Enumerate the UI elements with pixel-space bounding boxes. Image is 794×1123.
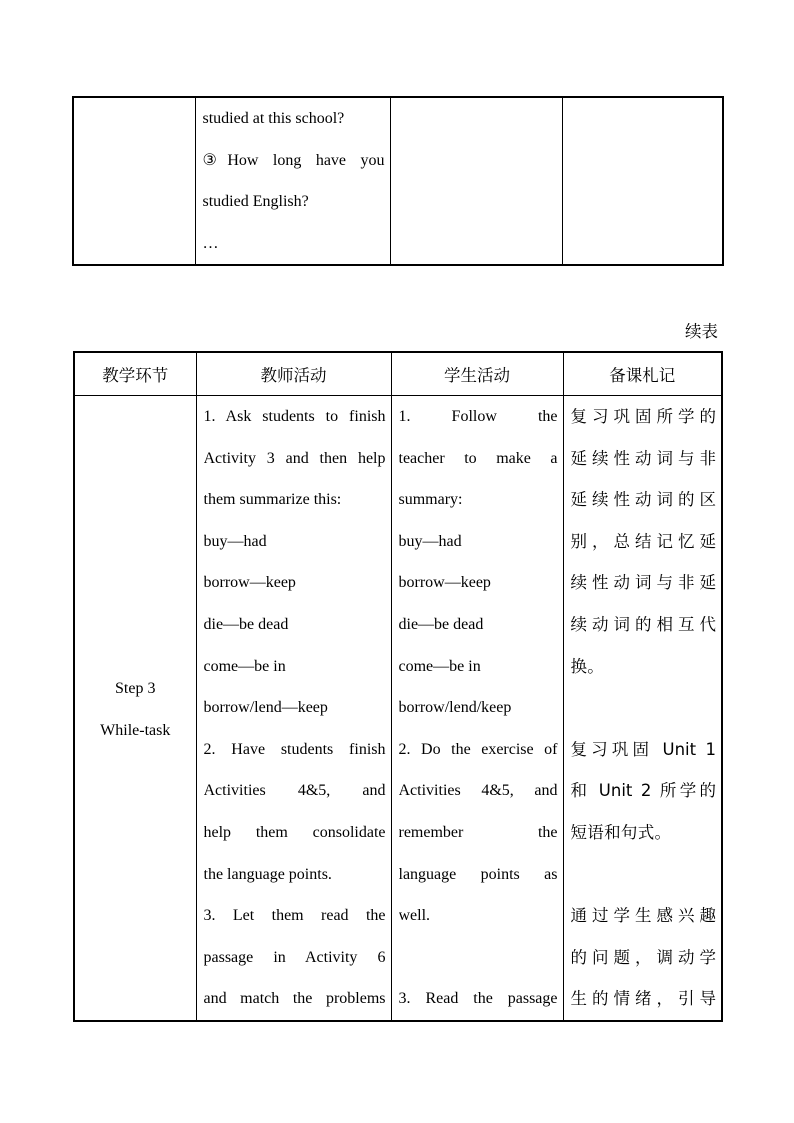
teacher-line: studied at this school? [202,110,345,127]
student-line: borrow—keep [398,574,491,592]
teacher-line: 3. Let them read the [203,907,386,925]
teacher-line: studied English? [202,193,309,211]
student-activity-cell [391,396,563,1021]
student-line: come—be in [398,657,481,675]
note-line: 和 Unit 2 所学的 [570,781,716,801]
table-header-row [74,352,722,396]
student-line: summary: [398,491,463,509]
teacher-line: … [202,234,219,252]
teacher-line: Activities 4&5, and [203,782,386,800]
teacher-line: buy—had [203,532,267,550]
teacher-line: the language points. [203,865,332,883]
teacher-activity-cell [196,396,391,1021]
student-line: borrow/lend/keep [398,699,512,717]
notes-cell [563,396,722,1021]
student-line: 3. Read the passage [398,990,558,1008]
student-line: die—be dead [398,615,484,633]
note-line: 复习巩固所学的 [570,407,716,426]
student-line: remember the [398,823,558,841]
teacher-line: Activity 3 and then help [203,449,386,467]
teacher-line: them summarize this: [203,491,342,509]
student-line: teacher to make a [398,449,558,467]
continued-label: 续表 [685,322,718,341]
note-line: 延续性动词与非 [570,448,716,468]
header-stage: 教学环节 [74,352,196,396]
header-teacher-activity: 教师活动 [196,352,391,396]
note-line: 复习巩固 Unit 1 [570,739,716,759]
note-line: 续动词的相互代 [570,614,716,634]
note-line: 通过学生感兴趣 [570,906,716,926]
student-line: language points as [398,865,558,883]
note-line: 短语和句式。 [570,822,672,842]
student-line: well. [398,907,431,925]
stage-cell [73,97,195,265]
step-name: While-task [100,721,171,739]
header-notes: 备课札记 [563,352,722,396]
teacher-line: help them consolidate [203,823,386,841]
student-line [399,937,558,979]
header-student-activity: 学生活动 [391,352,563,396]
student-activity-cell [390,97,562,265]
step-number: Step 3 [115,680,156,697]
note-line: 的问题，调动学 [570,947,716,967]
note-line [571,687,717,729]
teacher-activity-cell [195,97,390,265]
teacher-line: 2. Have students finish [203,740,386,758]
teacher-line: and match the problems [203,990,386,1008]
note-line: 延续性动词的区 [570,490,716,510]
note-line: 换。 [570,656,605,676]
lesson-plan-table [73,351,723,1022]
teacher-line: die—be dead [203,615,289,633]
continued-lesson-table-top [72,96,724,266]
notes-cell [562,97,723,265]
stage-cell [74,396,196,1021]
note-line [571,854,717,896]
teacher-line: 1. Ask students to finish [203,408,386,425]
note-line: 别，总结记忆延 [570,531,716,551]
teacher-line: borrow/lend—keep [203,699,328,717]
student-line: 2. Do the exercise of [398,740,558,758]
note-line: 生的情绪，引导 [570,989,716,1009]
student-line: Activities 4&5, and [398,782,558,800]
table-row [74,396,722,1021]
student-line: 1. Follow the [398,408,558,425]
teacher-line: borrow—keep [203,574,296,592]
teacher-line: ③How long have you [202,151,385,169]
student-line: buy—had [398,532,462,550]
teacher-line: come—be in [203,657,286,675]
teacher-line: passage in Activity 6 [203,948,386,966]
note-line: 续性动词与非延 [570,573,716,593]
